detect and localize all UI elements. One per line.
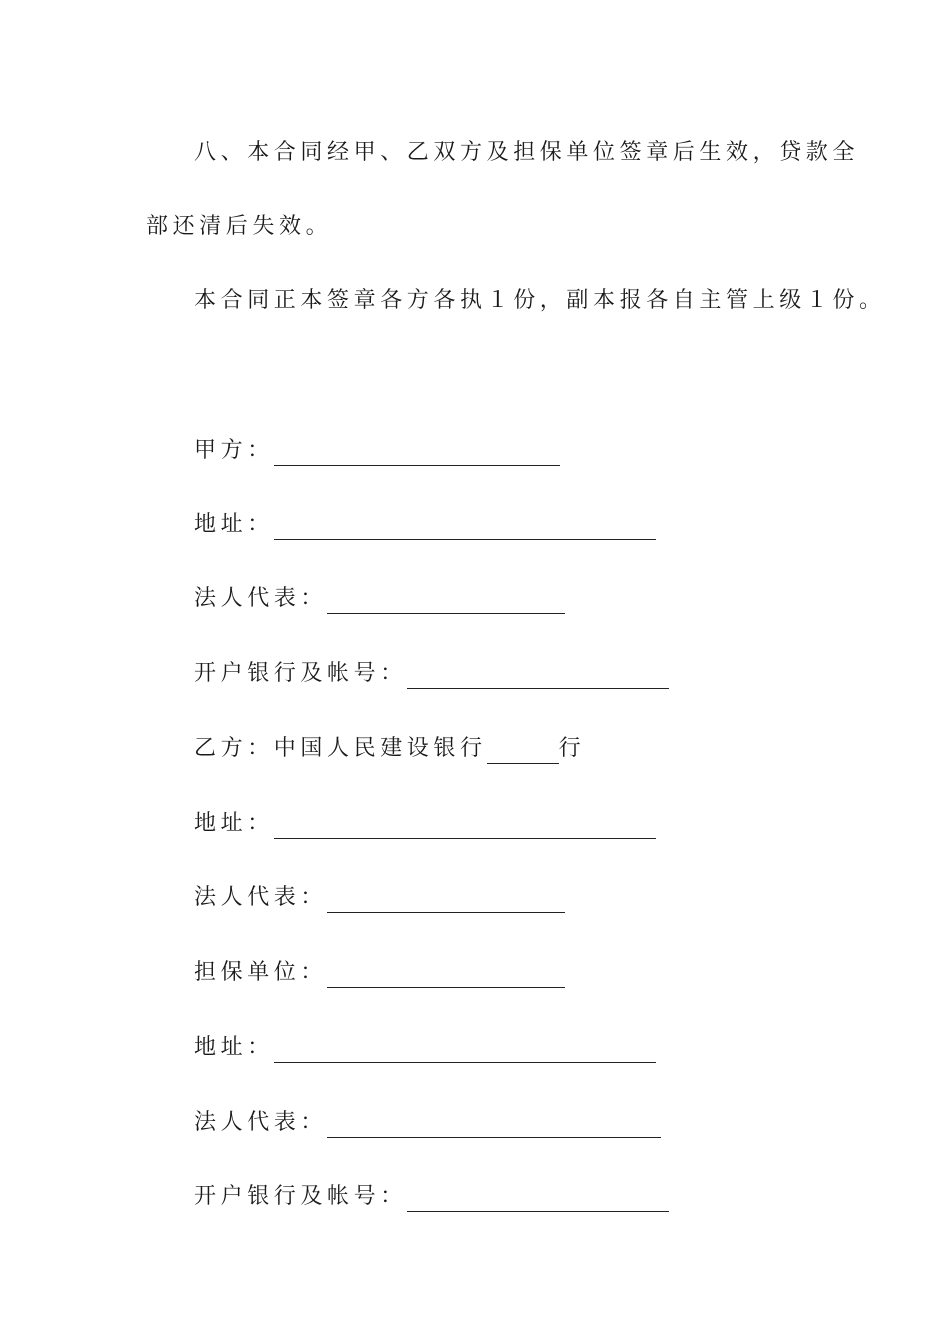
guarantor-bank-label: 开户银行及帐号： [194,1184,407,1209]
guarantor-address-label: 地址： [194,1035,274,1060]
party-b-name-row [194,734,585,764]
party-b-name-suffix: 行 [558,736,586,761]
party-b-address-blank[interactable] [274,816,656,839]
party-a-address-blank[interactable] [274,517,656,540]
guarantor-legal-rep-row [194,1108,661,1138]
party-a-name-label: 甲方： [194,438,274,463]
guarantor-name-row [194,958,565,988]
party-a-address-row [194,510,656,540]
guarantor-bank-blank[interactable] [407,1189,669,1212]
guarantor-bank-row [194,1182,669,1212]
guarantor-legal-rep-label: 法人代表： [194,1110,328,1135]
guarantor-address-row [194,1033,656,1063]
guarantor-address-blank[interactable] [274,1040,656,1063]
party-b-branch-blank[interactable] [487,741,559,764]
party-a-name-blank[interactable] [274,443,560,466]
guarantor-legal-rep-blank[interactable] [327,1115,661,1138]
copies-note: 本合同正本签章各方各执１份，副本报各自主管上级１份。 [194,288,886,313]
party-b-name-label: 乙方：中国人民建设银行 [194,736,487,761]
party-b-legal-rep-row [194,883,565,913]
party-b-legal-rep-blank[interactable] [327,890,565,913]
party-b-address-label: 地址： [194,811,274,836]
party-a-name-row [194,436,560,466]
party-b-legal-rep-label: 法人代表： [194,885,328,910]
clause-eight-line1: 八、本合同经甲、乙双方及担保单位签章后生效，贷款全 [194,140,860,165]
party-a-bank-label: 开户银行及帐号： [194,661,407,686]
party-a-bank-blank[interactable] [407,666,669,689]
clause-eight-line2: 部还清后失效。 [146,214,333,239]
party-b-address-row [194,809,656,839]
party-a-bank-row [194,659,669,689]
guarantor-name-label: 担保单位： [194,960,328,985]
party-a-legal-rep-label: 法人代表： [194,586,328,611]
guarantor-name-blank[interactable] [327,965,565,988]
party-a-legal-rep-blank[interactable] [327,591,565,614]
party-a-address-label: 地址： [194,512,274,537]
party-a-legal-rep-row [194,584,565,614]
